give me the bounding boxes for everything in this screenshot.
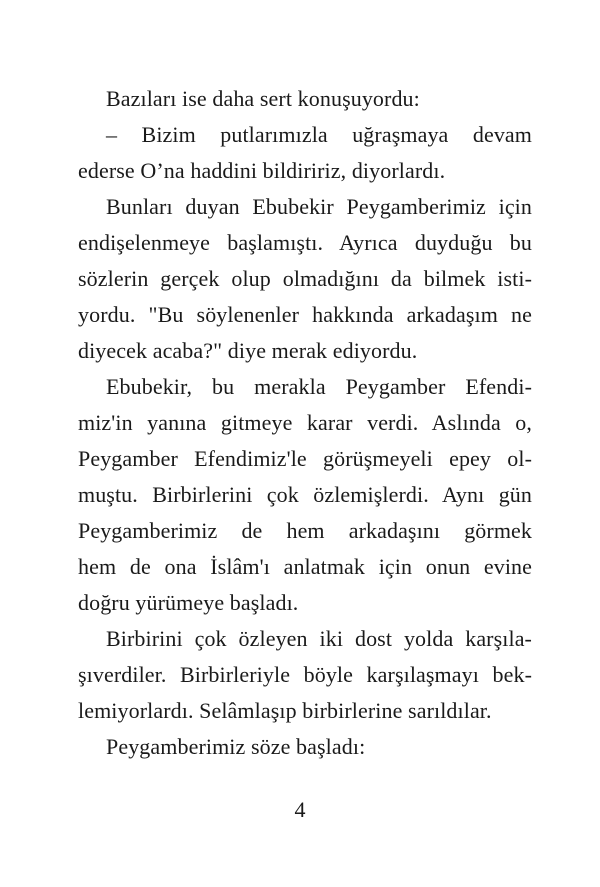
page-number: 4: [294, 797, 306, 822]
text-line: Peygamberimiz söze başladı:: [106, 734, 366, 759]
text-line: Bazıları ise daha sert konuşuyordu:: [106, 86, 420, 111]
text-line: diyecek acaba?" diye merak ediyordu.: [78, 338, 418, 363]
text-line: ederse O’na haddini bildiririz, diyorlardı.: [78, 158, 446, 183]
text-line: lemiyorlardı. Selâmlaşıp birbirlerine sarıldılar.: [78, 698, 492, 723]
text-line: şıverdiler. Birbirleriyle böyle karşılaşmayı bek-: [78, 662, 532, 687]
text-line: endişelenmeye başlamıştı. Ayrıca duyduğu bu: [78, 230, 532, 255]
text-line: Birbirini çok özleyen iki dost yolda karşıla-: [106, 626, 532, 651]
text-line: doğru yürümeye başladı.: [78, 590, 299, 615]
text-line: miz'in yanına gitmeye karar verdi. Aslında o,: [78, 410, 532, 435]
text-line: hem de ona İslâm'ı anlatmak için onun evine: [78, 554, 532, 579]
text-line: Bunları duyan Ebubekir Peygamberimiz için: [106, 194, 532, 219]
text-line: muştu. Birbirlerini çok özlemişlerdi. Aynı gün: [78, 482, 532, 507]
text-line: sözlerin gerçek olup olmadığını da bilmek isti-: [78, 266, 532, 291]
text-line: Peygamber Efendimiz'le görüşmeyeli epey ol-: [78, 446, 532, 471]
text-line: Peygamberimiz de hem arkadaşını görmek: [78, 518, 532, 543]
text-line: – Bizim putlarımızla uğraşmaya devam: [106, 122, 532, 147]
text-line: yordu. "Bu söylenenler hakkında arkadaşım ne: [78, 302, 532, 327]
text-line: Ebubekir, bu merakla Peygamber Efendi-: [106, 374, 532, 399]
